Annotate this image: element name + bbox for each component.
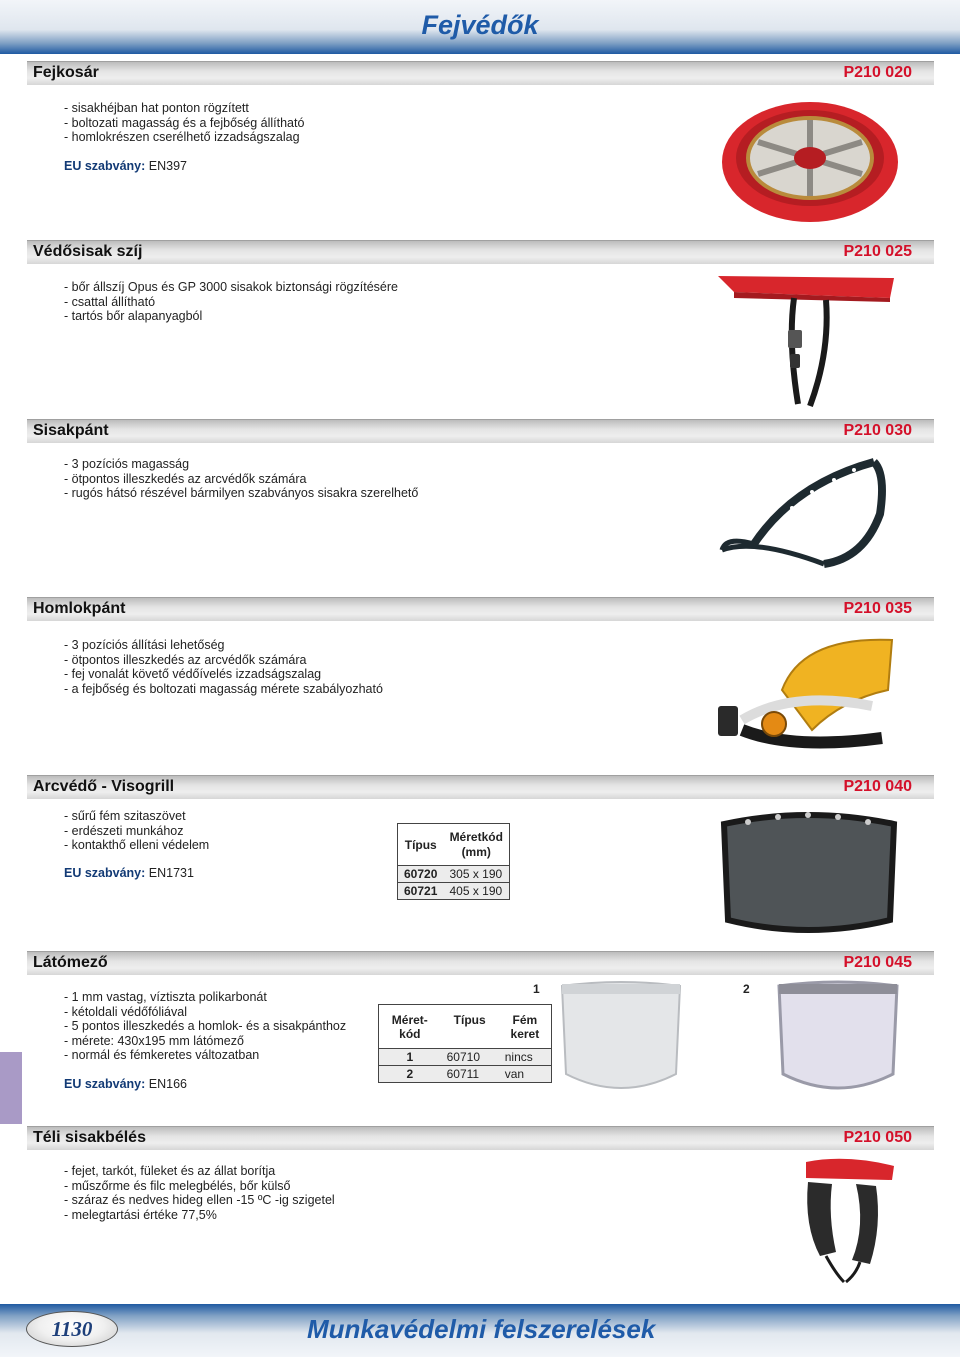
table-cell: 60720 xyxy=(404,867,438,881)
table-row xyxy=(379,1049,552,1066)
eu-standard-value: EN1731 xyxy=(148,866,194,880)
page-number: 1130 xyxy=(26,1311,118,1347)
description-line: - kétoldali védőfóliával xyxy=(64,1004,187,1019)
product-code: P210 050 xyxy=(843,1129,912,1146)
table-header-frame-line: keret xyxy=(510,1026,540,1041)
section-description xyxy=(64,809,209,853)
eu-standard xyxy=(64,1077,187,1091)
section-bar-sisakpant xyxy=(27,419,934,443)
table-cell: van xyxy=(504,1067,525,1081)
winter-liner-image xyxy=(786,1156,900,1286)
eu-standard xyxy=(64,159,187,173)
section-bar-homlokpant xyxy=(27,597,934,621)
description-line: - 5 pontos illeszkedés a homlok- és a sisakpánthoz xyxy=(64,1019,347,1034)
table-header-size-line: (mm) xyxy=(461,844,491,859)
section-title: Védősisak szíj xyxy=(33,243,143,260)
table-header-type: Típus xyxy=(453,1013,486,1027)
table-cell: 60711 xyxy=(446,1067,480,1081)
footer-title: Munkavédelmi felszerelések xyxy=(307,1314,656,1344)
description-line: - csattal állítható xyxy=(64,294,156,309)
table-header-size-line: Méretkód xyxy=(449,829,503,844)
visor-type-table xyxy=(378,1004,552,1083)
helmet-cradle-image xyxy=(718,92,902,224)
product-code: P210 045 xyxy=(843,954,912,971)
image-label-1: 1 xyxy=(533,982,540,996)
description-line: - fejet, tarkót, füleket és az állat borítja xyxy=(64,1164,276,1178)
description-line: - boltozati magasság és a fejbőség állítható xyxy=(64,115,305,130)
table-row xyxy=(398,866,510,883)
eu-standard-label: EU szabvány: xyxy=(64,1077,146,1091)
table-cell: 60710 xyxy=(446,1050,480,1064)
section-bar-latomezo xyxy=(27,951,934,975)
description-line: - erdészeti munkához xyxy=(64,823,184,838)
description-line: - sűrű fém szitaszövet xyxy=(64,809,186,823)
section-description xyxy=(64,990,346,1063)
eu-standard-value: EN397 xyxy=(148,159,187,173)
section-title: Homlokpánt xyxy=(33,600,126,617)
page-title: Fejvédők xyxy=(421,10,539,40)
section-description xyxy=(64,1164,335,1222)
section-description xyxy=(64,101,304,145)
product-code: P210 030 xyxy=(843,422,912,439)
table-cell: nincs xyxy=(504,1050,533,1064)
section-description xyxy=(64,638,383,696)
section-bar-teli-sisakbeles xyxy=(27,1126,934,1150)
description-line: - tartós bőr alapanyagból xyxy=(64,309,203,324)
section-title: Sisakpánt xyxy=(33,422,109,439)
table-header-frame xyxy=(499,1005,552,1049)
product-code: P210 035 xyxy=(843,600,912,617)
description-line: - mérete: 430x195 mm látómező xyxy=(64,1033,244,1048)
product-code: P210 025 xyxy=(843,243,912,260)
framed-visor-image xyxy=(773,980,903,1098)
table-cell: 60721 xyxy=(404,884,438,898)
table-header-code-line: kód xyxy=(399,1026,421,1041)
eu-standard xyxy=(64,866,194,880)
section-title: Látómező xyxy=(33,954,108,971)
table-header-frame-line: Fém xyxy=(512,1012,538,1027)
description-line: - 3 pozíciós magasság xyxy=(64,457,190,471)
description-line: - száraz és nedves hideg ellen -15 ºC -ig szigetel xyxy=(64,1193,335,1208)
side-tab xyxy=(0,1052,22,1124)
description-line: - 3 pozíciós állítási lehetőség xyxy=(64,638,225,652)
image-label-2: 2 xyxy=(743,982,750,996)
product-code: P210 040 xyxy=(843,778,912,795)
chin-strap-image xyxy=(714,272,900,412)
headgear-image xyxy=(712,630,902,760)
clear-visor-image xyxy=(556,980,686,1098)
helmet-bracket-image xyxy=(714,454,900,578)
table-cell: 405 x 190 xyxy=(449,884,503,898)
description-line: - kontakthő elleni védelem xyxy=(64,838,210,853)
section-title: Arcvédő - Visogrill xyxy=(33,778,175,795)
description-line: - ötpontos illeszkedés az arcvédők számára xyxy=(64,471,307,486)
description-line: - 1 mm vastag, víztiszta polikarbonát xyxy=(64,990,267,1004)
description-line: - műszőrme és filc melegbélés, bőr külső xyxy=(64,1178,291,1193)
description-line: - homlokrészen cserélhető izzadságszalag xyxy=(64,130,300,145)
description-line: - rugós hátsó részével bármilyen szabványos sisakra szerelhető xyxy=(64,486,419,501)
table-header-code-line: Méret- xyxy=(391,1012,428,1027)
table-header-code xyxy=(379,1005,441,1049)
eu-standard-label: EU szabvány: xyxy=(64,159,146,173)
table-cell: 1 xyxy=(406,1050,414,1064)
description-line: - a fejbőség és boltozati magasság mérete szabályozható xyxy=(64,681,383,696)
visogrill-size-table xyxy=(397,823,510,900)
section-description xyxy=(64,280,398,324)
table-header-type: Típus xyxy=(404,837,437,852)
eu-standard-label: EU szabvány: xyxy=(64,866,146,880)
mesh-visor-image xyxy=(718,810,900,936)
eu-standard-value: EN166 xyxy=(148,1077,187,1091)
description-line: - bőr állszíj Opus és GP 3000 sisakok biztonsági rögzítésére xyxy=(64,280,398,294)
description-line: - melegtartási értéke 77,5% xyxy=(64,1207,217,1222)
section-bar-fejkosar xyxy=(27,61,934,85)
section-bar-vedosisak-szij xyxy=(27,240,934,264)
section-description xyxy=(64,457,418,501)
table-cell: 2 xyxy=(406,1067,414,1081)
table-cell: 305 x 190 xyxy=(449,867,503,881)
table-row xyxy=(379,1066,552,1083)
section-title: Téli sisakbélés xyxy=(33,1129,146,1146)
product-code: P210 020 xyxy=(843,64,912,81)
description-line: - normál és fémkeretes változatban xyxy=(64,1048,260,1063)
description-line: - ötpontos illeszkedés az arcvédők számára xyxy=(64,652,307,667)
description-line: - sisakhéjban hat ponton rögzített xyxy=(64,101,249,115)
section-bar-arcvedo-visogrill xyxy=(27,775,934,799)
description-line: - fej vonalát követő védőívelés izzadságszalag xyxy=(64,667,322,682)
table-row xyxy=(398,883,510,900)
section-title: Fejkosár xyxy=(33,64,99,81)
table-header-size xyxy=(443,824,509,866)
